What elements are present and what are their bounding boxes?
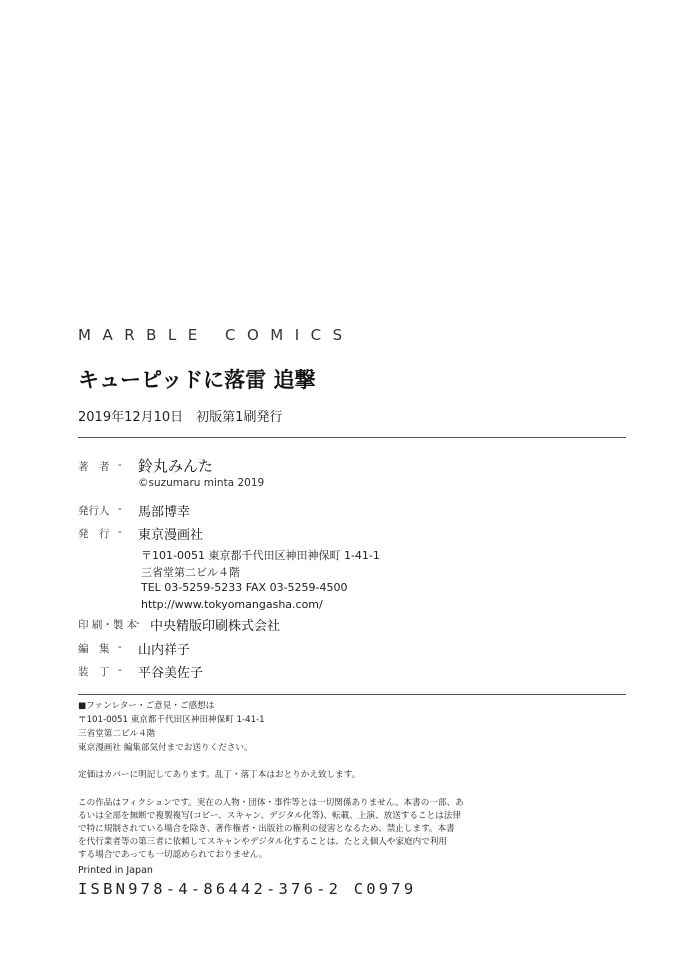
publisher-person-name: 馬部博幸 — [138, 505, 191, 520]
address-url: http://www.tokyomangasha.com/ — [141, 598, 323, 611]
fan-letter-building: 三省堂第二ビル４階 — [78, 729, 156, 739]
edition-date: 2019年12月10日 初版第1刷発行 — [78, 410, 283, 425]
price-note: 定価はカバーに明記してあります。乱丁・落丁本はおとりかえ致します。 — [78, 770, 361, 780]
divider-top — [78, 437, 626, 438]
publisher-person-label: 発行人 — [78, 505, 110, 517]
author-name: 鈴丸みんた — [138, 457, 214, 475]
author-label: 著 者 — [78, 461, 110, 473]
printed-in: Printed in Japan — [78, 865, 153, 876]
design-dash: - — [118, 664, 122, 676]
publisher-label: 発 行 — [78, 528, 110, 540]
isbn-code: ISBN978-4-86442-376-2 C0979 — [78, 880, 417, 898]
editor-label: 編 集 — [78, 643, 110, 655]
legal-line-4: を代行業者等の第三者に依頼してスキャンやデジタル化することは、たとえ個人や家庭内で利用 — [78, 837, 448, 847]
fan-letter-heading: ■ファンレター・ご意見・ご感想は — [78, 701, 215, 711]
copyright-line: ©suzumaru minta 2019 — [138, 477, 265, 489]
address-phone-fax: TEL 03-5259-5233 FAX 03-5259-4500 — [141, 581, 348, 594]
legal-line-1: この作品はフィクションです。実在の人物・団体・事件等とは一切関係ありません。本書の一部、あ — [78, 798, 464, 808]
fan-letter-address: 〒101-0051 東京都千代田区神田神保町 1-41-1 — [78, 715, 265, 725]
editor-name: 山内祥子 — [138, 643, 191, 658]
fan-letter-destination: 東京漫画社 編集部気付までお送りください。 — [78, 743, 253, 753]
legal-line-2: るいは全部を無断で複製複写(コピー、スキャン、デジタル化等)、転載、上演、放送することは法律 — [78, 811, 461, 821]
series-name: MARBLE COMICS — [78, 326, 354, 344]
design-name: 平谷美佐子 — [138, 666, 204, 681]
legal-line-5: する場合であっても一切認められておりません。 — [78, 850, 268, 860]
publisher-dash: - — [118, 526, 122, 538]
publisher-person-dash: - — [118, 503, 122, 515]
book-title: キューピッドに落雷 追撃 — [78, 368, 316, 392]
divider-bottom — [78, 694, 626, 695]
printing-label: 印 刷・製 本 — [78, 619, 138, 631]
printing-company: 中央精版印刷株式会社 — [150, 619, 281, 634]
legal-line-3: で特に規制されている場合を除き、著作権者・出版社の権利の侵害となるため、禁止します。本書 — [78, 824, 455, 834]
address-line-1: 〒101-0051 東京都千代田区神田神保町 1-41-1 — [141, 549, 380, 562]
address-line-2: 三省堂第二ビル４階 — [141, 566, 240, 579]
author-dash: - — [118, 459, 122, 471]
editor-dash: - — [118, 641, 122, 653]
design-label: 装 丁 — [78, 666, 110, 678]
publisher-name: 東京漫画社 — [138, 528, 204, 543]
printing-dash: - — [136, 617, 140, 629]
